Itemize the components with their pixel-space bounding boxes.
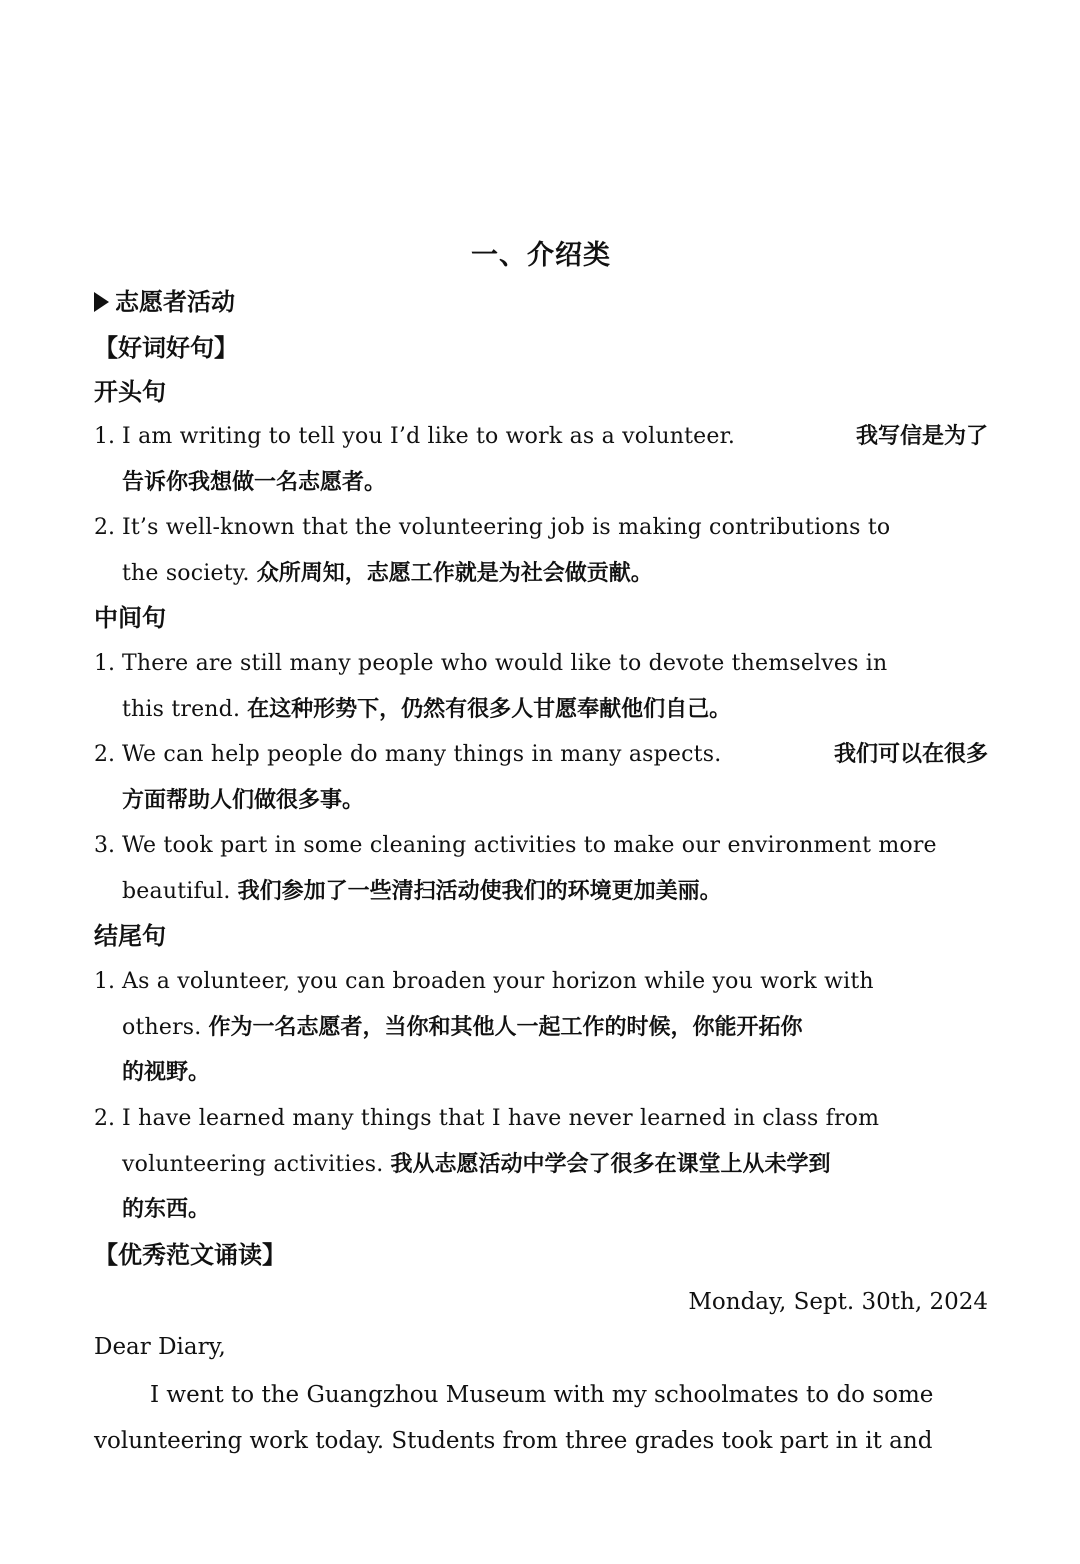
section-title: 一、介绍类 <box>471 240 611 271</box>
essay-line-2 <box>94 1418 988 1464</box>
item-english: I have learned many things that I have never learned in class from <box>122 1106 880 1131</box>
essay-line-1 <box>94 1372 988 1418</box>
opening-item-2 <box>94 505 988 596</box>
item-number: 3. <box>94 833 115 858</box>
item-chinese-continued: 方面帮助人们做很多事。 <box>122 787 365 813</box>
item-chinese-continued: 的东西。 <box>122 1197 211 1222</box>
item-number: 1. <box>94 969 115 994</box>
item-chinese: 我写信是为了 <box>855 424 988 449</box>
item-english-continued: beautiful. <box>122 878 231 904</box>
topic-heading <box>94 284 235 320</box>
model-essay-heading: 【优秀范文诵读】 <box>94 1241 286 1269</box>
essay-body <box>94 1372 988 1464</box>
item-english-continued: the society. <box>122 560 250 586</box>
item-english: As a volunteer, you can broaden your horizon while you work with <box>122 969 874 994</box>
middle-heading: 中间句 <box>94 604 166 632</box>
ending-heading: 结尾句 <box>94 922 166 950</box>
item-chinese: 我从志愿活动中学会了很多在课堂上从未学到 <box>390 1151 831 1177</box>
item-english: We took part in some cleaning activities to make our environment more <box>122 833 937 858</box>
item-english: We can help people do many things in many aspects. <box>122 742 722 767</box>
item-chinese-continued: 告诉你我想做一名志愿者。 <box>122 469 387 495</box>
middle-item-2 <box>94 732 988 823</box>
middle-item-3 <box>94 823 988 914</box>
essay-line-1-text: I went to the Guangzhou Museum with my schoolmates to do some <box>150 1382 934 1408</box>
item-english: It’s well-known that the volunteering job is making contributions to <box>122 515 891 540</box>
item-number: 1. <box>94 424 115 449</box>
good-words-heading: 【好词好句】 <box>94 334 238 362</box>
item-chinese: 我们可以在很多 <box>833 742 988 767</box>
item-chinese: 我们参加了一些清扫活动使我们的环境更加美丽。 <box>237 878 722 904</box>
document-page <box>94 0 988 1564</box>
essay-line-2-text: volunteering work today. Students from three grades took part in it and <box>94 1428 933 1454</box>
item-english-continued: volunteering activities. <box>122 1151 384 1177</box>
middle-item-1 <box>94 641 988 732</box>
opening-item-1 <box>94 414 988 505</box>
triangle-bullet-icon <box>94 292 109 312</box>
essay-date: Monday, Sept. 30th, 2024 <box>688 1289 988 1315</box>
item-chinese-continued: 的视野。 <box>122 1060 211 1085</box>
topic-label: 志愿者活动 <box>115 288 235 316</box>
item-chinese: 作为一名志愿者，当你和其他人一起工作的时候，你能开拓你 <box>208 1014 803 1040</box>
item-chinese: 在这种形势下，仍然有很多人甘愿奉献他们自己。 <box>247 696 732 722</box>
item-number: 2. <box>94 742 115 767</box>
item-number: 2. <box>94 515 115 540</box>
item-number: 1. <box>94 651 115 676</box>
item-number: 2. <box>94 1106 115 1131</box>
item-english: I am writing to tell you I’d like to work as a volunteer. <box>122 424 736 449</box>
opening-heading: 开头句 <box>94 378 166 406</box>
item-chinese: 众所周知，志愿工作就是为社会做贡献。 <box>256 560 653 586</box>
item-english-continued: others. <box>122 1014 202 1040</box>
essay-salutation: Dear Diary, <box>94 1334 226 1360</box>
item-english-continued: this trend. <box>122 696 241 722</box>
ending-item-1 <box>94 959 988 1096</box>
item-english: There are still many people who would like to devote themselves in <box>122 651 888 676</box>
ending-item-2 <box>94 1096 988 1233</box>
